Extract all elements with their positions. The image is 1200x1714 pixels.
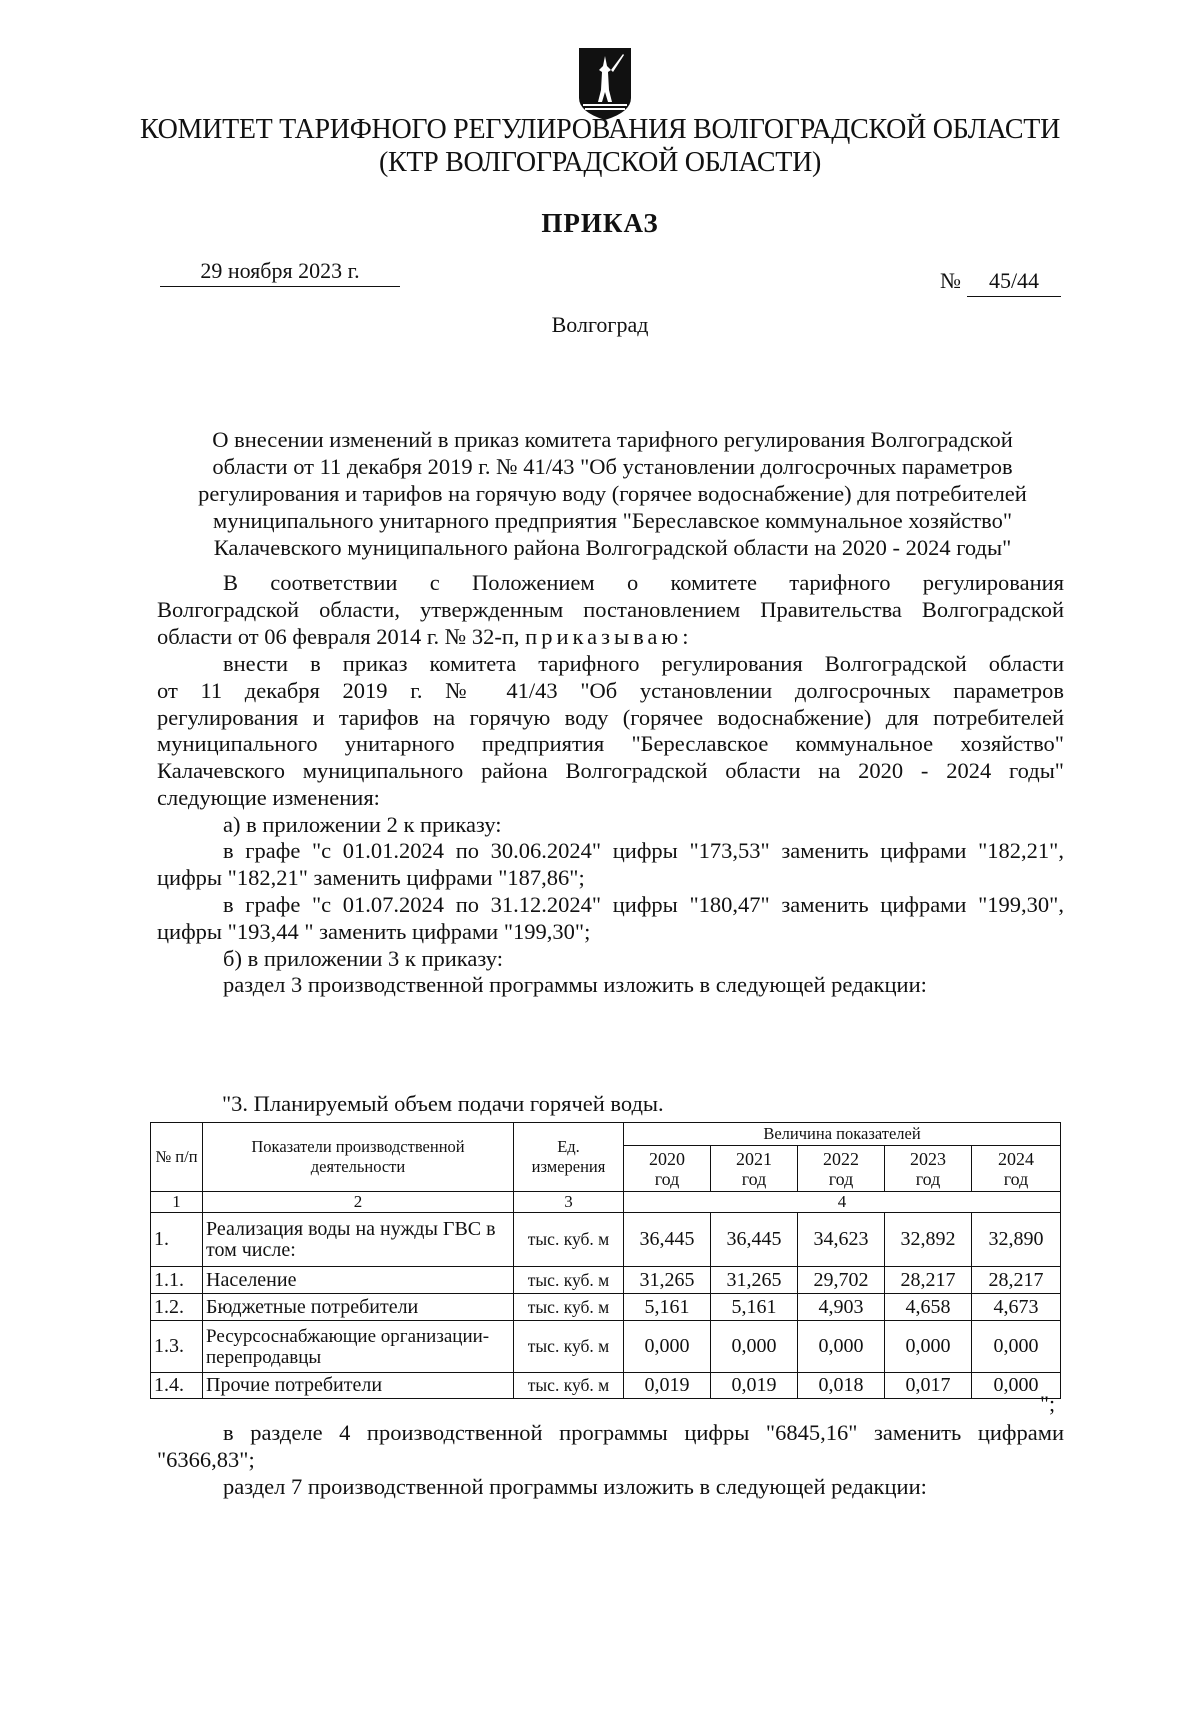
row-unit: тыс. куб. м bbox=[514, 1267, 624, 1294]
header-year: 2022 год bbox=[798, 1146, 885, 1192]
table-row bbox=[151, 1373, 1061, 1399]
row-value: 29,702 bbox=[798, 1267, 885, 1294]
row-num: 1.1. bbox=[151, 1267, 203, 1294]
colnum: 2 bbox=[203, 1192, 514, 1213]
volgograd-coat-of-arms-icon bbox=[577, 46, 633, 122]
row-name: Ресурсоснабжающие организации-перепродавцы bbox=[203, 1321, 514, 1373]
order-number bbox=[940, 268, 1061, 297]
header-indicator: Показатели производственной деятельности bbox=[203, 1123, 514, 1192]
number-value: 45/44 bbox=[967, 268, 1061, 297]
quote-end: "; bbox=[1040, 1391, 1056, 1416]
body-line: раздел 3 производственной программы изложить в следующей редакции: bbox=[223, 972, 927, 997]
header-year: 2024 год bbox=[972, 1146, 1061, 1192]
order-word: приказываю: bbox=[525, 624, 693, 649]
item-b: б) в приложении 3 к приказу: bbox=[223, 946, 504, 971]
row-value: 0,018 bbox=[798, 1373, 885, 1399]
org-name-line1: КОМИТЕТ ТАРИФНОГО РЕГУЛИРОВАНИЯ ВОЛГОГРАДСКОЙ ОБЛАСТИ bbox=[139, 114, 1061, 145]
row-unit: тыс. куб. м bbox=[514, 1294, 624, 1321]
body-line: от 11 декабря 2019 г. № 41/43 "Об установлении долгосрочных параметров bbox=[157, 678, 1064, 703]
body-line: в графе "с 01.01.2024 по 30.06.2024" цифры "173,53" заменить цифрами "182,21", bbox=[223, 838, 1064, 863]
body-line: следующие изменения: bbox=[157, 785, 380, 810]
body-line: Калачевского муниципального района Волгоградской области на 2020 - 2024 годы" bbox=[157, 758, 1064, 783]
table-row bbox=[151, 1213, 1061, 1267]
org-name-line2: (КТР ВОЛГОГРАДСКОЙ ОБЛАСТИ) bbox=[378, 147, 822, 178]
row-value: 0,000 bbox=[624, 1321, 711, 1373]
header-year: 2020 год bbox=[624, 1146, 711, 1192]
row-value: 31,265 bbox=[624, 1267, 711, 1294]
order-date: 29 ноября 2023 г. bbox=[160, 258, 400, 287]
subject-line: регулирования и тарифов на горячую воду (горячее водоснабжение) для потребителей bbox=[198, 481, 1027, 506]
row-value: 28,217 bbox=[885, 1267, 972, 1294]
body-line bbox=[157, 624, 1064, 651]
row-value: 0,019 bbox=[624, 1373, 711, 1399]
row-unit: тыс. куб. м bbox=[514, 1373, 624, 1399]
row-name: Реализация воды на нужды ГВС в том числе: bbox=[203, 1213, 514, 1267]
subject-line: О внесении изменений в приказ комитета тарифного регулирования Волгоградской bbox=[212, 427, 1013, 452]
item-a: а) в приложении 2 к приказу: bbox=[223, 812, 502, 837]
doc-type-title: ПРИКАЗ bbox=[541, 208, 659, 238]
body-line: внести в приказ комитета тарифного регулирования Волгоградской области bbox=[223, 651, 1064, 676]
row-value: 32,892 bbox=[885, 1213, 972, 1267]
table-row bbox=[151, 1267, 1061, 1294]
subject-line: муниципального унитарного предприятия "Береславское коммунальное хозяйство" bbox=[212, 508, 1013, 533]
body-line: в графе "с 01.07.2024 по 31.12.2024" цифры "180,47" заменить цифрами "199,30", bbox=[223, 892, 1064, 917]
row-value: 4,903 bbox=[798, 1294, 885, 1321]
header-year: 2021 год bbox=[711, 1146, 798, 1192]
header-values: Величина показателей bbox=[624, 1123, 1061, 1146]
header-year: 2023 год bbox=[885, 1146, 972, 1192]
row-value: 0,017 bbox=[885, 1373, 972, 1399]
row-num: 1.4. bbox=[151, 1373, 203, 1399]
row-value: 0,019 bbox=[711, 1373, 798, 1399]
colnum: 3 bbox=[514, 1192, 624, 1213]
row-name: Прочие потребители bbox=[203, 1373, 514, 1399]
city: Волгоград bbox=[551, 312, 649, 337]
row-num: 1. bbox=[151, 1213, 203, 1267]
row-value: 4,673 bbox=[972, 1294, 1061, 1321]
row-value: 0,000 bbox=[798, 1321, 885, 1373]
body-line: цифры "193,44 " заменить цифрами "199,30"; bbox=[157, 919, 591, 944]
row-value: 0,000 bbox=[972, 1373, 1061, 1399]
row-value: 0,000 bbox=[711, 1321, 798, 1373]
hot-water-volume-table bbox=[150, 1122, 1061, 1399]
body-line: Волгоградской области, утвержденным постановлением Правительства Волгоградской bbox=[157, 597, 1064, 622]
number-label: № bbox=[940, 268, 961, 293]
header-unit: Ед. измерения bbox=[514, 1123, 624, 1192]
row-value: 5,161 bbox=[711, 1294, 798, 1321]
row-name: Бюджетные потребители bbox=[203, 1294, 514, 1321]
body-line: регулирования и тарифов на горячую воду (горячее водоснабжение) для потребителей bbox=[157, 705, 1064, 730]
order-subject bbox=[160, 426, 1065, 561]
row-value: 31,265 bbox=[711, 1267, 798, 1294]
row-value: 0,000 bbox=[885, 1321, 972, 1373]
row-value: 28,217 bbox=[972, 1267, 1061, 1294]
header-num: № п/п bbox=[151, 1123, 203, 1192]
subject-line: Калачевского муниципального района Волгоградской области на 2020 - 2024 годы" bbox=[213, 535, 1012, 560]
body-line: муниципального унитарного предприятия "Береславское коммунальное хозяйство" bbox=[157, 731, 1064, 756]
row-unit: тыс. куб. м bbox=[514, 1213, 624, 1267]
row-value: 5,161 bbox=[624, 1294, 711, 1321]
row-name: Население bbox=[203, 1267, 514, 1294]
row-num: 1.3. bbox=[151, 1321, 203, 1373]
body-line: раздел 7 производственной программы изложить в следующей редакции: bbox=[223, 1474, 927, 1499]
body-line: В соответствии с Положением о комитете тарифного регулирования bbox=[223, 570, 1064, 595]
body-line: "6366,83"; bbox=[157, 1447, 255, 1472]
row-value: 32,890 bbox=[972, 1213, 1061, 1267]
row-value: 0,000 bbox=[972, 1321, 1061, 1373]
table-row bbox=[151, 1294, 1061, 1321]
row-value: 36,445 bbox=[624, 1213, 711, 1267]
colnum: 1 bbox=[151, 1192, 203, 1213]
body-line: цифры "182,21" заменить цифрами "187,86"; bbox=[157, 865, 585, 890]
body-text: области от 06 февраля 2014 г. № 32-п, bbox=[157, 624, 520, 649]
row-value: 36,445 bbox=[711, 1213, 798, 1267]
row-value: 34,623 bbox=[798, 1213, 885, 1267]
row-unit: тыс. куб. м bbox=[514, 1321, 624, 1373]
row-num: 1.2. bbox=[151, 1294, 203, 1321]
row-value: 4,658 bbox=[885, 1294, 972, 1321]
table-row bbox=[151, 1321, 1061, 1373]
table-caption: "3. Планируемый объем подачи горячей воды. bbox=[222, 1091, 664, 1116]
body-line: в разделе 4 производственной программы цифры "6845,16" заменить цифрами bbox=[223, 1420, 1064, 1445]
subject-line: области от 11 декабря 2019 г. № 41/43 "Об установлении долгосрочных параметров bbox=[212, 454, 1013, 479]
colnum: 4 bbox=[624, 1192, 1061, 1213]
